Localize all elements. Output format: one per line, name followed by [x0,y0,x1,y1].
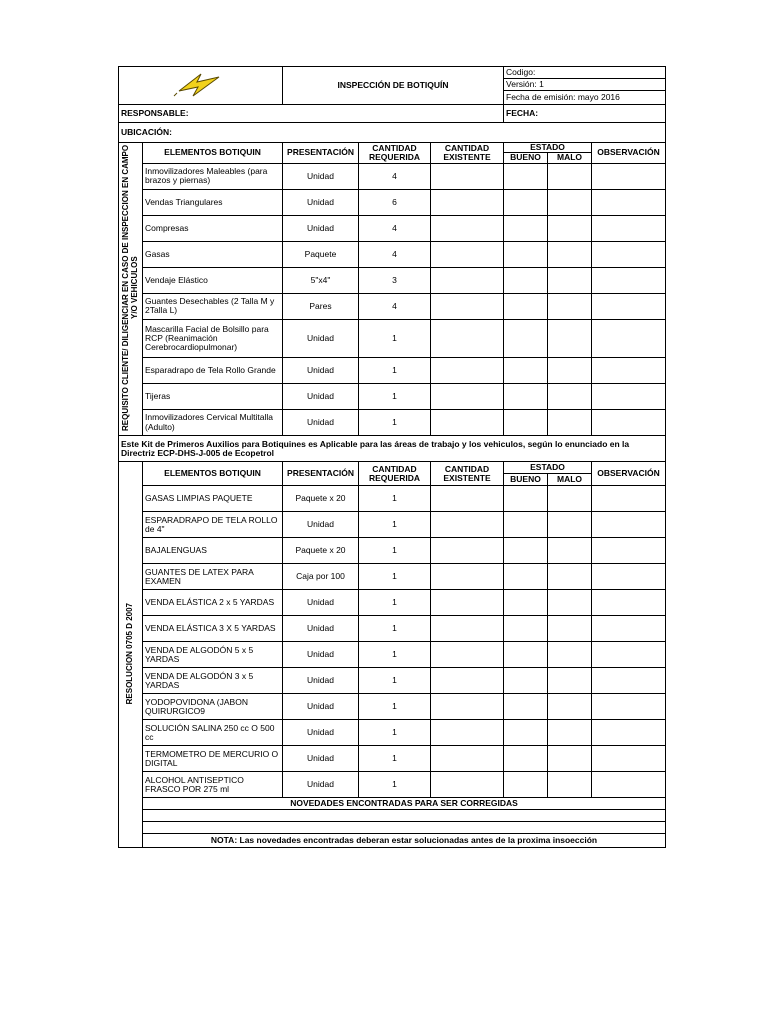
presentacion-value: Unidad [283,642,359,668]
presentacion-value: Unidad [283,384,359,410]
presentacion-value: Unidad [283,616,359,642]
malo-cell[interactable] [548,267,592,293]
bueno-cell[interactable] [504,320,548,358]
item-name: Inmovilizadores Cervical Multitalla (Adulto) [143,410,283,436]
bueno-cell[interactable] [504,772,548,798]
malo-cell[interactable] [548,694,592,720]
section2-row [119,668,666,694]
presentacion-value: Unidad [283,512,359,538]
item-name: VENDA ELÁSTICA 3 X 5 YARDAS [143,616,283,642]
presentacion-value: 5"x4" [283,267,359,293]
logo-cell [119,67,283,105]
col-cantidad-existente: CANTIDAD EXISTENTE [431,143,504,164]
section1-row [119,410,666,436]
cantidad-existente-cell[interactable] [431,616,504,642]
cantidad-requerida-value: 1 [359,720,431,746]
item-name: BAJALENGUAS [143,538,283,564]
observacion-cell[interactable] [592,163,666,189]
section1-side-label: REQUISITO CLIENTE/ DILIGENCIAR EN CASO DE INSPECCION EN CAMPO Y/O VEHICULOS [119,143,143,436]
cantidad-existente-cell[interactable] [431,163,504,189]
presentacion-value: Unidad [283,772,359,798]
item-name: Guantes Desechables (2 Talla M y 2Talla L) [143,293,283,319]
malo-cell[interactable] [548,772,592,798]
codigo-field: Codigo: [504,67,666,79]
malo-cell[interactable] [548,538,592,564]
item-name: Tijeras [143,384,283,410]
presentacion-value: Unidad [283,590,359,616]
section2-row [119,694,666,720]
cantidad-requerida-value: 4 [359,163,431,189]
form-table [118,66,666,848]
malo-cell[interactable] [548,189,592,215]
bueno-cell[interactable] [504,642,548,668]
section2-row [119,720,666,746]
malo-cell[interactable] [548,668,592,694]
section1-row [119,384,666,410]
cantidad-requerida-value: 1 [359,772,431,798]
cantidad-existente-cell[interactable] [431,590,504,616]
col-estado: ESTADO [504,462,592,474]
observacion-cell[interactable] [592,642,666,668]
presentacion-value: Unidad [283,668,359,694]
cantidad-existente-cell[interactable] [431,267,504,293]
cantidad-requerida-value: 1 [359,512,431,538]
cantidad-requerida-value: 1 [359,358,431,384]
bueno-cell[interactable] [504,410,548,436]
fecha-emision-field: Fecha de emisión: mayo 2016 [504,91,666,105]
item-name: VENDA ELÁSTICA 2 x 5 YARDAS [143,590,283,616]
malo-cell[interactable] [548,410,592,436]
kit-note: Este Kit de Primeros Auxilios para Botiquines es Aplicable para las áreas de trabajo y los vehiculos, según lo enunciado en la Directriz ECP-DHS-J-005 de Ecopetrol [119,436,666,462]
bueno-cell[interactable] [504,241,548,267]
malo-cell[interactable] [548,590,592,616]
cantidad-requerida-value: 1 [359,616,431,642]
bueno-cell[interactable] [504,616,548,642]
bueno-cell[interactable] [504,486,548,512]
presentacion-value: Unidad [283,215,359,241]
section1-row [119,241,666,267]
nota-footer: NOTA: Las novedades encontradas deberan estar solucionadas antes de la proxima insoección [143,834,666,848]
bueno-cell[interactable] [504,668,548,694]
presentacion-value: Paquete [283,241,359,267]
cantidad-existente-cell[interactable] [431,189,504,215]
section2-row [119,538,666,564]
bueno-cell[interactable] [504,189,548,215]
presentacion-value: Unidad [283,320,359,358]
cantidad-existente-cell[interactable] [431,215,504,241]
observacion-cell[interactable] [592,384,666,410]
col-cantidad-requerida: CANTIDAD REQUERIDA [359,462,431,486]
malo-cell[interactable] [548,163,592,189]
malo-cell[interactable] [548,642,592,668]
presentacion-value: Unidad [283,720,359,746]
section2-row [119,746,666,772]
novedades-heading: NOVEDADES ENCONTRADAS PARA SER CORREGIDAS [143,798,666,810]
section1-row [119,189,666,215]
cantidad-requerida-value: 4 [359,293,431,319]
presentacion-value: Caja por 100 [283,564,359,590]
bueno-cell[interactable] [504,720,548,746]
form-title: INSPECCIÓN DE BOTIQUÍN [283,67,504,105]
presentacion-value: Unidad [283,189,359,215]
section1-row [119,267,666,293]
cantidad-requerida-value: 1 [359,410,431,436]
bueno-cell[interactable] [504,564,548,590]
observacion-cell[interactable] [592,241,666,267]
cantidad-existente-cell[interactable] [431,668,504,694]
cantidad-requerida-value: 3 [359,267,431,293]
item-name: TERMOMETRO DE MERCURIO O DIGITAL [143,746,283,772]
item-name: SOLUCIÓN SALINA 250 cc O 500 cc [143,720,283,746]
observacion-cell[interactable] [592,267,666,293]
cantidad-existente-cell[interactable] [431,642,504,668]
malo-cell[interactable] [548,616,592,642]
bueno-cell[interactable] [504,590,548,616]
malo-cell[interactable] [548,215,592,241]
bueno-cell[interactable] [504,694,548,720]
malo-cell[interactable] [548,293,592,319]
inspection-form [118,66,665,848]
observacion-cell[interactable] [592,293,666,319]
col-malo: MALO [548,474,592,486]
presentacion-value: Pares [283,293,359,319]
bueno-cell[interactable] [504,215,548,241]
col-presentacion: PRESENTACIÓN [283,462,359,486]
col-cantidad-requerida: CANTIDAD REQUERIDA [359,143,431,164]
cantidad-existente-cell[interactable] [431,293,504,319]
observacion-cell[interactable] [592,512,666,538]
section2-row [119,564,666,590]
malo-cell[interactable] [548,486,592,512]
bueno-cell[interactable] [504,267,548,293]
lightning-bolt-icon [171,69,231,99]
observacion-cell[interactable] [592,189,666,215]
bueno-cell[interactable] [504,512,548,538]
bueno-cell[interactable] [504,384,548,410]
observacion-cell[interactable] [592,590,666,616]
malo-cell[interactable] [548,564,592,590]
bueno-cell[interactable] [504,358,548,384]
section2-row [119,590,666,616]
cantidad-requerida-value: 1 [359,320,431,358]
cantidad-requerida-value: 6 [359,189,431,215]
cantidad-existente-cell[interactable] [431,746,504,772]
item-name: VENDA DE ALGODÓN 3 x 5 YARDAS [143,668,283,694]
cantidad-requerida-value: 1 [359,642,431,668]
section1-row [119,215,666,241]
item-name: ALCOHOL ANTISEPTICO FRASCO POR 275 ml [143,772,283,798]
cantidad-existente-cell[interactable] [431,358,504,384]
section1-row [119,163,666,189]
item-name: Compresas [143,215,283,241]
col-elementos: ELEMENTOS BOTIQUIN [143,143,283,164]
observacion-cell[interactable] [592,486,666,512]
malo-cell[interactable] [548,720,592,746]
item-name: Gasas [143,241,283,267]
item-name: Esparadrapo de Tela Rollo Grande [143,358,283,384]
presentacion-value: Paquete x 20 [283,538,359,564]
section2-row [119,642,666,668]
item-name: ESPARADRAPO DE TELA ROLLO de 4" [143,512,283,538]
observacion-cell[interactable] [592,772,666,798]
col-observacion: OBSERVACIÓN [592,143,666,164]
cantidad-requerida-value: 1 [359,564,431,590]
cantidad-existente-cell[interactable] [431,720,504,746]
observacion-cell[interactable] [592,538,666,564]
observacion-cell[interactable] [592,616,666,642]
presentacion-value: Paquete x 20 [283,486,359,512]
bueno-cell[interactable] [504,163,548,189]
item-name: YODOPOVIDONA (JABON QUIRURGICO9 [143,694,283,720]
item-name: GUANTES DE LATEX PARA EXAMEN [143,564,283,590]
col-malo: MALO [548,153,592,163]
observacion-cell[interactable] [592,358,666,384]
cantidad-requerida-value: 1 [359,668,431,694]
presentacion-value: Unidad [283,694,359,720]
novedades-line[interactable] [143,822,666,834]
observacion-cell[interactable] [592,720,666,746]
malo-cell[interactable] [548,320,592,358]
responsable-field[interactable]: RESPONSABLE: [119,105,504,123]
malo-cell[interactable] [548,512,592,538]
section2-row [119,512,666,538]
observacion-cell[interactable] [592,410,666,436]
observacion-cell[interactable] [592,668,666,694]
observacion-cell[interactable] [592,320,666,358]
cantidad-existente-cell[interactable] [431,694,504,720]
bueno-cell[interactable] [504,293,548,319]
cantidad-existente-cell[interactable] [431,512,504,538]
cantidad-requerida-value: 1 [359,590,431,616]
cantidad-requerida-value: 1 [359,694,431,720]
cantidad-requerida-value: 1 [359,538,431,564]
col-presentacion: PRESENTACIÓN [283,143,359,164]
observacion-cell[interactable] [592,215,666,241]
observacion-cell[interactable] [592,746,666,772]
presentacion-value: Unidad [283,410,359,436]
cantidad-existente-cell[interactable] [431,772,504,798]
section2-side-label: RESOLUCION 0705 D 2007 [119,462,143,848]
version-field: Versión: 1 [504,79,666,91]
section2-row [119,772,666,798]
item-name: Mascarilla Facial de Bolsillo para RCP (Reanimación Cerebrocardiopulmonar) [143,320,283,358]
malo-cell[interactable] [548,358,592,384]
cantidad-existente-cell[interactable] [431,486,504,512]
presentacion-value: Unidad [283,163,359,189]
observacion-cell[interactable] [592,694,666,720]
cantidad-existente-cell[interactable] [431,564,504,590]
item-name: GASAS LIMPIAS PAQUETE [143,486,283,512]
col-bueno: BUENO [504,153,548,163]
cantidad-requerida-value: 1 [359,746,431,772]
item-name: Inmovilizadores Maleables (para brazos y piernas) [143,163,283,189]
section1-row [119,320,666,358]
fecha-field[interactable]: FECHA: [504,105,666,123]
section1-row [119,358,666,384]
cantidad-existente-cell[interactable] [431,538,504,564]
bueno-cell[interactable] [504,538,548,564]
col-cantidad-existente: CANTIDAD EXISTENTE [431,462,504,486]
cantidad-existente-cell[interactable] [431,384,504,410]
novedades-line[interactable] [143,810,666,822]
item-name: Vendas Triangulares [143,189,283,215]
malo-cell[interactable] [548,384,592,410]
col-observacion: OBSERVACIÓN [592,462,666,486]
cantidad-requerida-value: 1 [359,384,431,410]
col-estado: ESTADO [504,143,592,153]
section1-row [119,293,666,319]
presentacion-value: Unidad [283,746,359,772]
section2-row [119,486,666,512]
col-bueno: BUENO [504,474,548,486]
bueno-cell[interactable] [504,746,548,772]
cantidad-existente-cell[interactable] [431,320,504,358]
item-name: Vendaje Elástico [143,267,283,293]
cantidad-requerida-value: 1 [359,486,431,512]
section2-row [119,616,666,642]
cantidad-requerida-value: 4 [359,215,431,241]
malo-cell[interactable] [548,241,592,267]
observacion-cell[interactable] [592,564,666,590]
cantidad-requerida-value: 4 [359,241,431,267]
cantidad-existente-cell[interactable] [431,410,504,436]
col-elementos: ELEMENTOS BOTIQUIN [143,462,283,486]
ubicacion-field[interactable]: UBICACIÓN: [119,123,666,143]
malo-cell[interactable] [548,746,592,772]
presentacion-value: Unidad [283,358,359,384]
cantidad-existente-cell[interactable] [431,241,504,267]
item-name: VENDA DE ALGODÓN 5 x 5 YARDAS [143,642,283,668]
